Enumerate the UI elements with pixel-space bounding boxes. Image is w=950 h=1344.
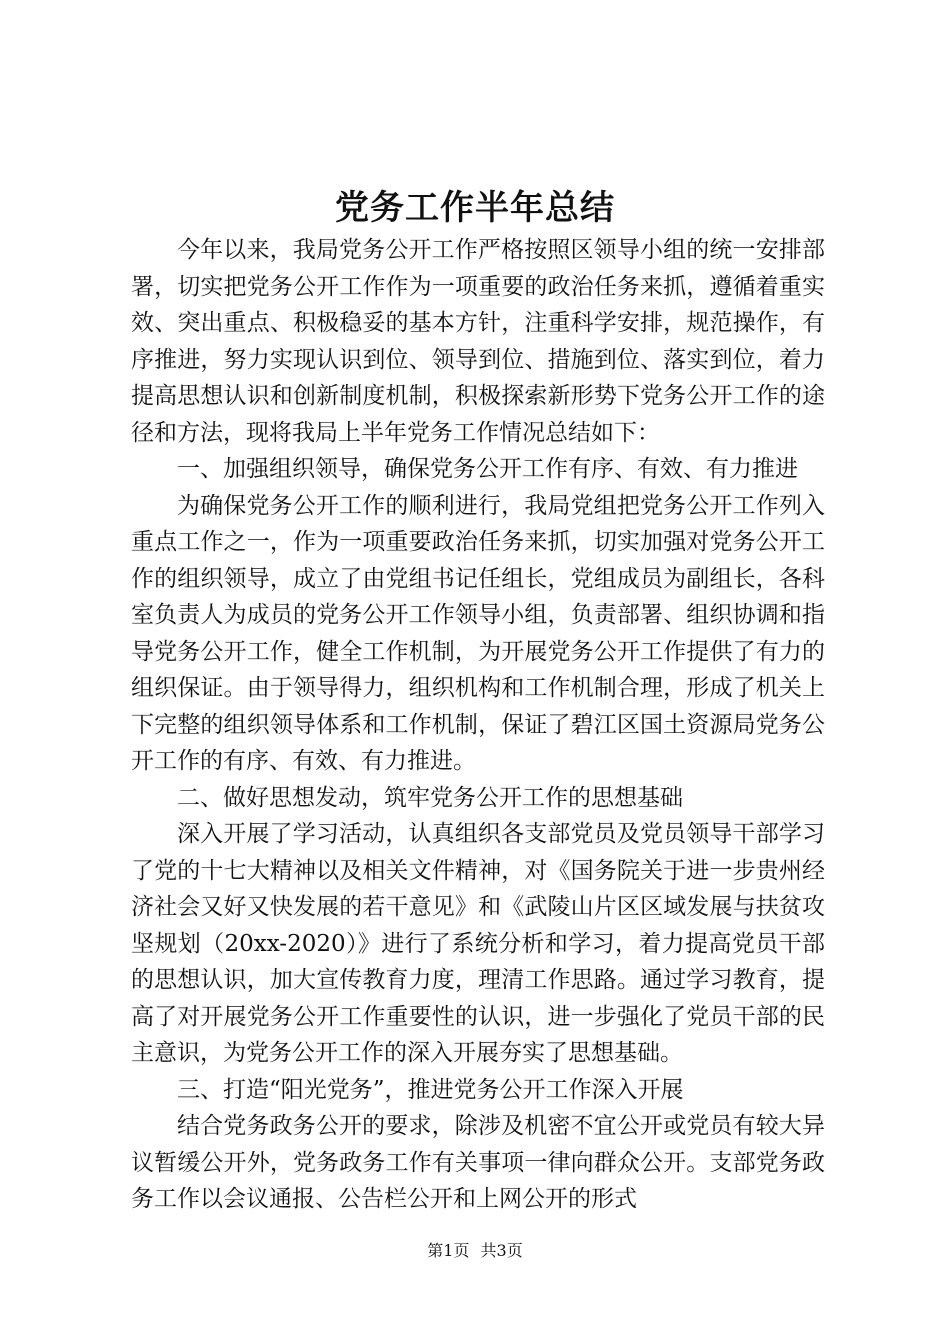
paragraph-intro: 今年以来，我局党务公开工作严格按照区领导小组的统一安排部署，切实把党务公开工作作为一项重要的政治任务来抓，遵循着重实效、突出重点、积极稳妥的基本方针，注重科学安排，规范操作，有序推进，努力实现认识到位、领导到位、措施到位、落实到位，着力提高思想认识和创新制度机制，积极探索新形势下党务公开工作的途径和方法，现将我局上半年党务工作情况总结如下：	[131, 237, 825, 446]
page-number: 第1页	[427, 1241, 470, 1260]
document-body	[131, 232, 825, 1218]
paragraph-section-3: 结合党务政务公开的要求，除涉及机密不宜公开或党员有较大异议暂缓公开外，党务政务工作有关事项一律向群众公开。支部党务政务工作以会议通报、公告栏公开和上网公开的形式	[131, 1113, 825, 1212]
paragraph-section-1: 为确保党务公开工作的顺利进行，我局党组把党务公开工作列入重点工作之一，作为一项重要政治任务来抓，切实加强对党务公开工作的组织领导，成立了由党组书记任组长，党组成员为副组长，各科室负责人为成员的党务公开工作领导小组，负责部署、组织协调和指导党务公开工作，健全工作机制，为开展党务公开工作提供了有力的组织保证。由于领导得力，组织机构和工作机制合理，形成了机关上下完整的组织领导体系和工作机制，保证了碧江区国土资源局党务公开工作的有序、有效、有力推进。	[131, 492, 825, 774]
page-footer	[0, 1240, 950, 1262]
section-heading-2: 二、做好思想发动，筑牢党务公开工作的思想基础	[177, 784, 683, 811]
paragraph-section-2: 深入开展了学习活动，认真组织各支部党员及党员领导干部学习了党的十七大精神以及相关文件精神，对《国务院关于进一步贵州经济社会又好又快发展的若干意见》和《武陵山片区区域发展与扶贫攻坚规划（20xx-2020）》进行了系统分析和学习，着力提高党员干部的思想认识，加大宣传教育力度，理清工作思路。通过学习教育，提高了对开展党务公开工作重要性的认识，进一步强化了党员干部的民主意识，为党务公开工作的深入开展夯实了思想基础。	[131, 821, 825, 1066]
document-title: 党务工作半年总结	[335, 188, 615, 228]
page-total: 共3页	[480, 1241, 523, 1260]
section-heading-1: 一、加强组织领导，确保党务公开工作有序、有效、有力推进	[177, 456, 798, 482]
section-heading-3: 三、打造“阳光党务”，推进党务公开工作深入开展	[177, 1076, 684, 1103]
